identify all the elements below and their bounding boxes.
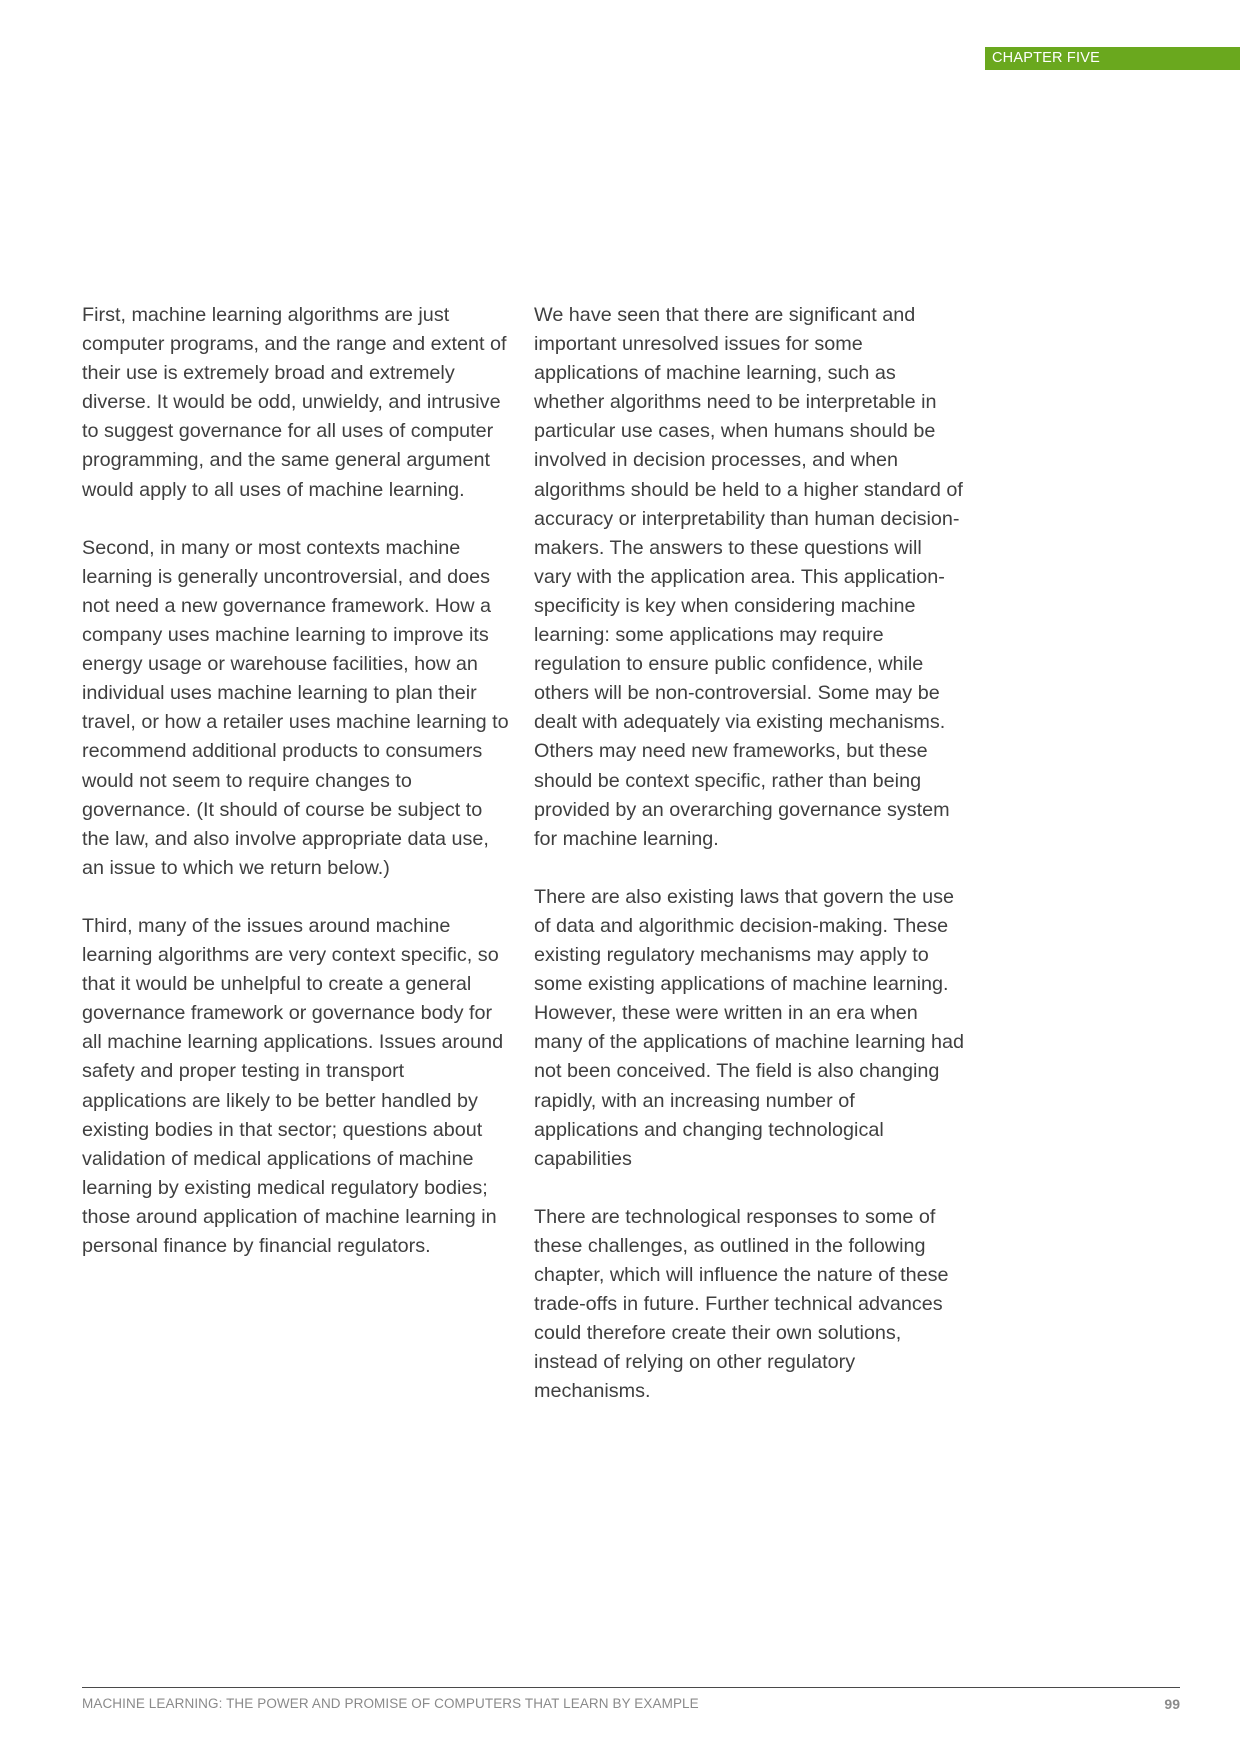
paragraph: Third, many of the issues around machine learning algorithms are very context specific, so that it would be unhelpful to create a general governance framework or governance body for all machine learning applications. Issues around safety and proper testing in transport applications are likely to be better handled by existing bodies in that sector; questions about validation of medical applications of machine learning by existing medical regulatory bodies; those around application of machine learning in personal finance by financial regulators. — [82, 914, 504, 1257]
paragraph: There are technological responses to some of these challenges, as outlined in the following chapter, which will influence the nature of these trade-offs in future. Further technical advances could therefore create their own solutions, instead of relying on other regulatory mechanisms. — [534, 1205, 949, 1403]
paragraph: We have seen that there are significant and important unresolved issues for some applications of machine learning, such as whether algorithms need to be interpretable in particular use cases, when humans should be involved in decision processes, and when algorithms should be held to a higher standard of accuracy or interpretability than human decision-makers. The answers to these questions will vary with the application area. This application-specificity is key when considering machine learning: some applications may require regulation to ensure public confidence, while others will be non-controversial. Some may be dealt with adequately via existing mechanisms. Others may need new frameworks, but these should be context specific, rather than being provided by an overarching governance system for machine learning. — [534, 304, 963, 850]
chapter-label: CHAPTER FIVE — [985, 47, 1240, 70]
footer-publication-title: MACHINE LEARNING: THE POWER AND PROMISE OF COMPUTERS THAT LEARN BY EXAMPLE — [82, 1696, 699, 1711]
paragraph: There are also existing laws that govern the use of data and algorithmic decision-making. These existing regulatory mechanisms may apply to some existing applications of machine learning. However, these were written in an era when many of the applications of machine learning had not been conceived. The field is also changing rapidly, with an increasing number of applications and changing technological capabilities — [534, 885, 964, 1170]
right-column — [534, 301, 964, 1407]
page-number: 99 — [1164, 1696, 1180, 1712]
left-column — [82, 301, 512, 1261]
paragraph: First, machine learning algorithms are just computer programs, and the range and extent of their use is extremely broad and extremely diverse. It would be odd, unwieldy, and intrusive to suggest governance for all uses of computer programming, and the same general argument would apply to all uses of machine learning. — [82, 304, 507, 501]
paragraph: Second, in many or most contexts machine learning is generally uncontroversial, and does not need a new governance framework. How a company uses machine learning to improve its energy usage or warehouse facilities, how an individual uses machine learning to plan their travel, or how a retailer uses machine learning to recommend additional products to consumers would not seem to require changes to governance. (It should of course be subject to the law, and also involve appropriate data use, an issue to which we return below.) — [82, 536, 509, 879]
footer-divider — [82, 1687, 1180, 1688]
